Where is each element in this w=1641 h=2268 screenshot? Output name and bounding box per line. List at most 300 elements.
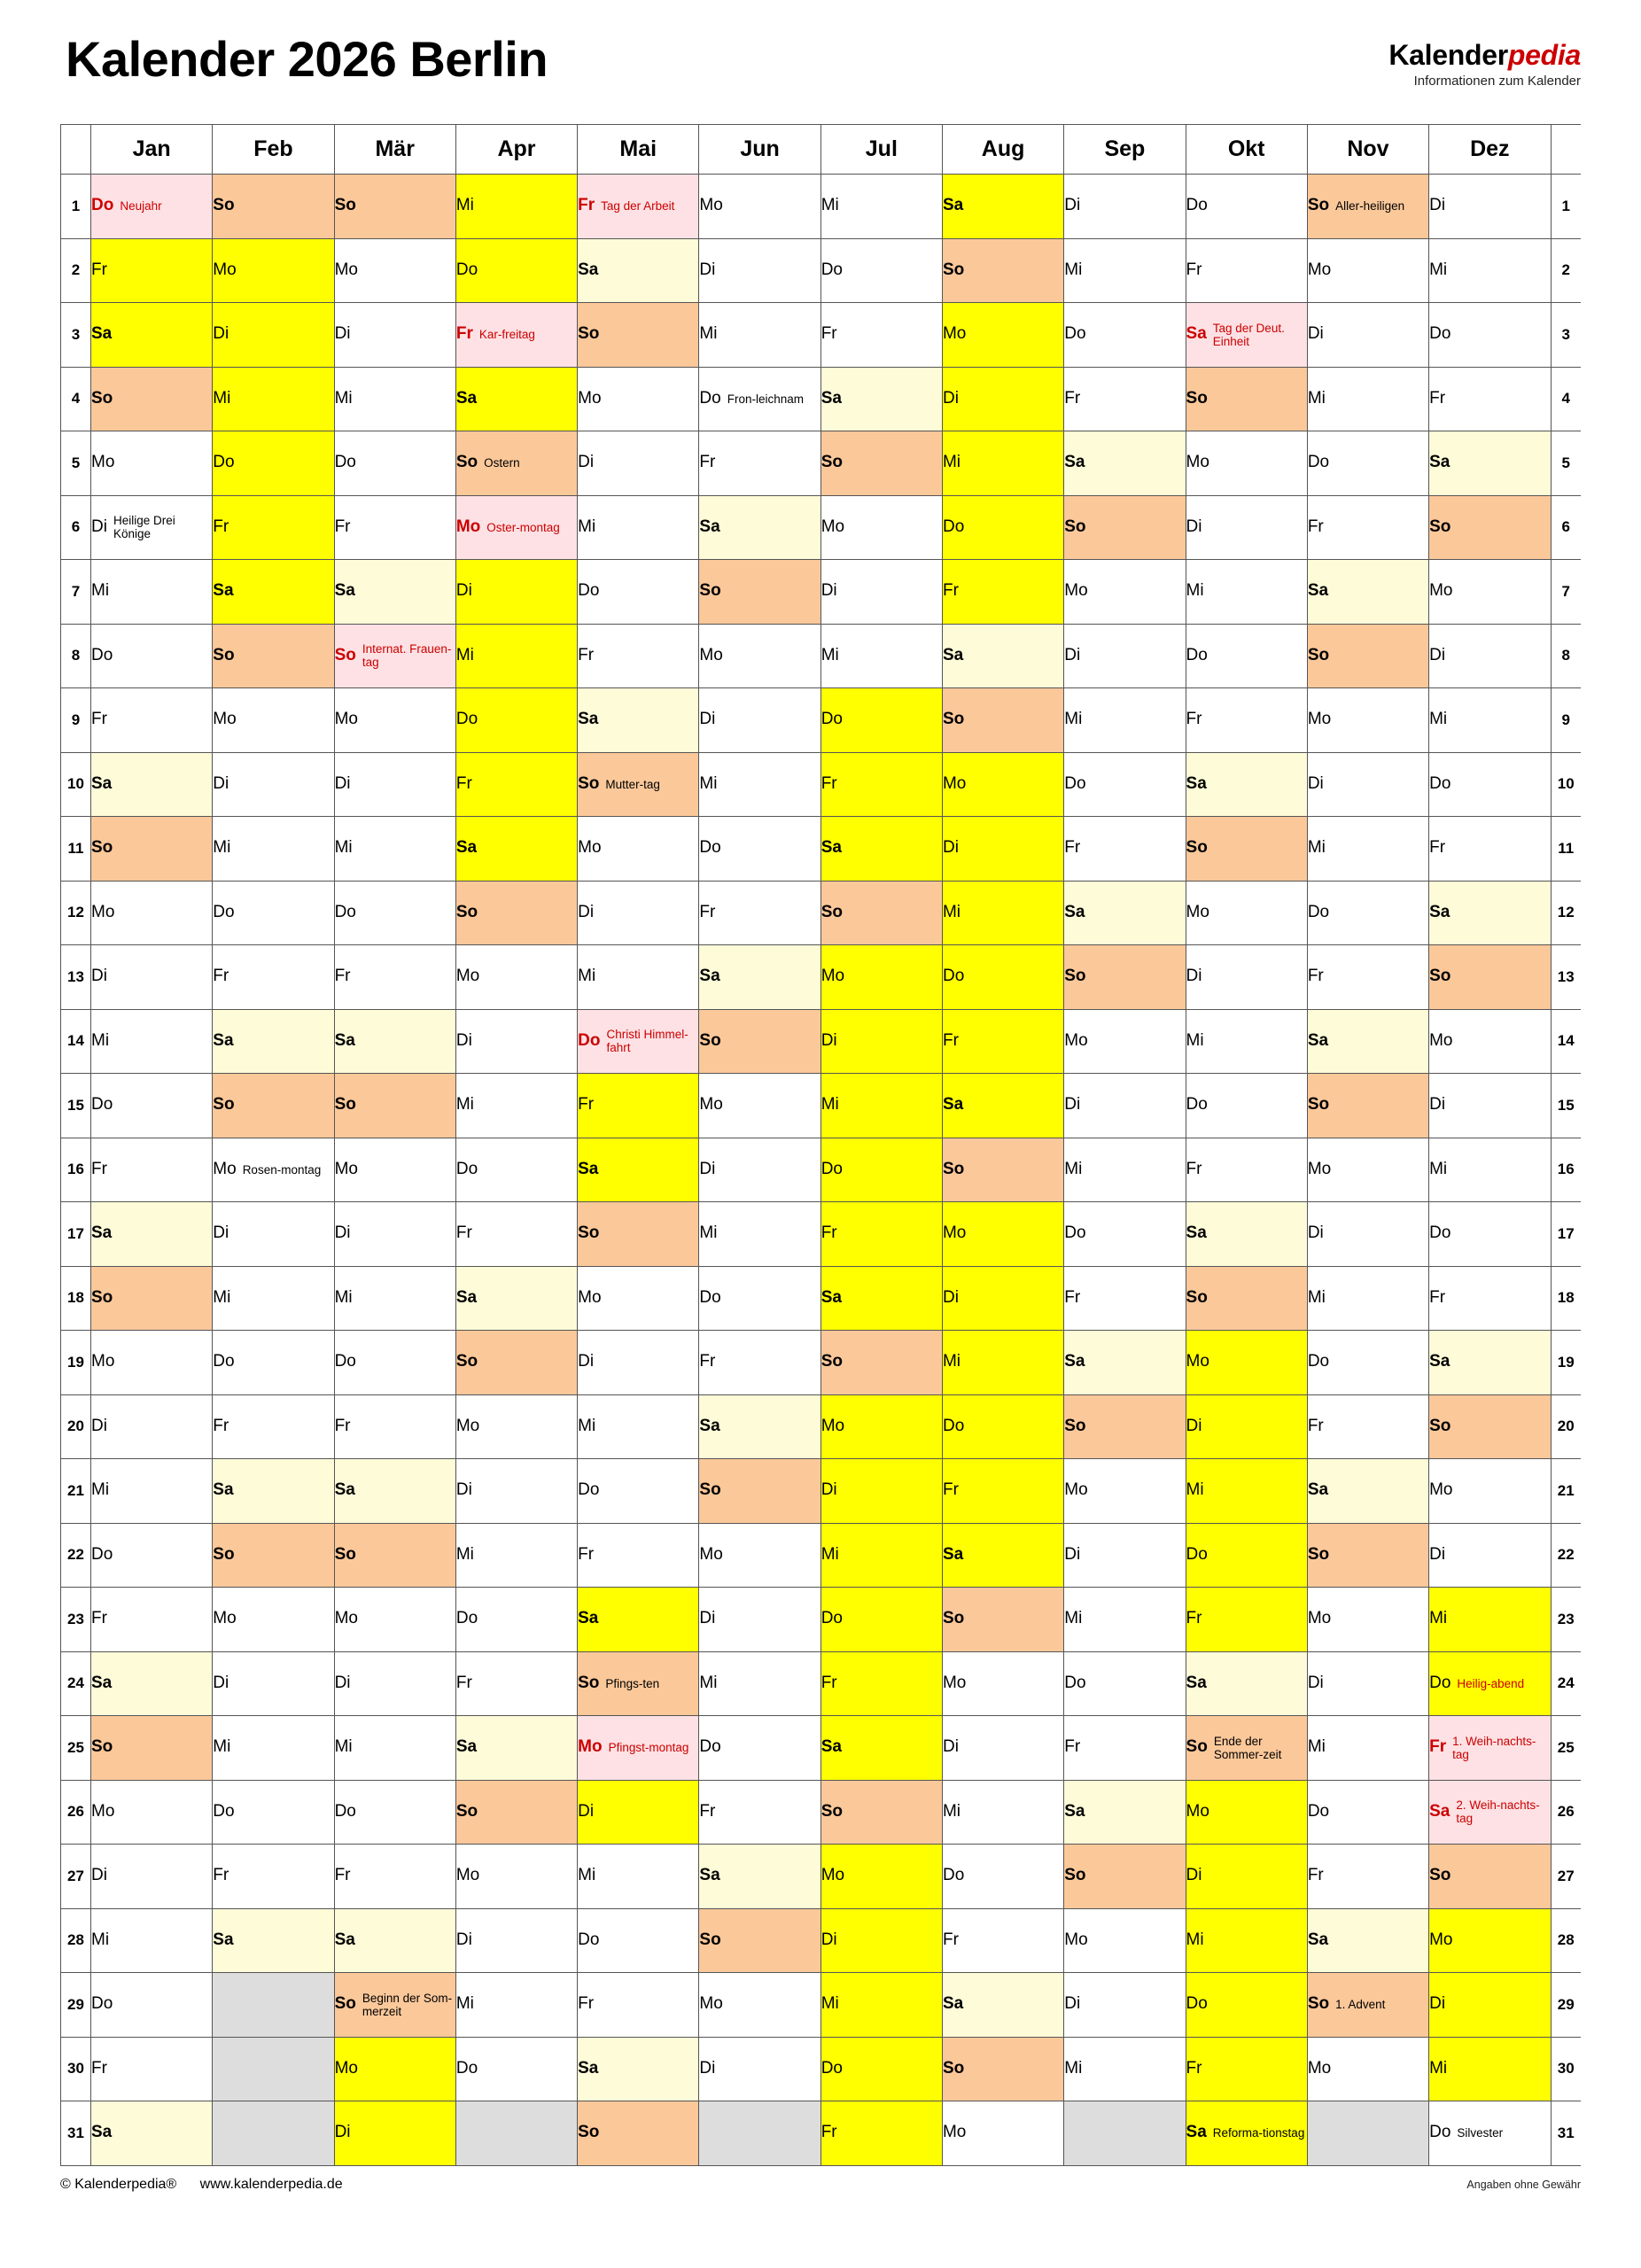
weekday-label: So [213, 196, 235, 215]
weekday-label: Fr [1064, 1737, 1081, 1757]
holiday-note: Silvester [1457, 2126, 1504, 2140]
weekday-label: Mi [578, 517, 596, 536]
day-cell-dez-12 [1429, 881, 1551, 945]
day-cell-dez-7 [1429, 560, 1551, 625]
weekday-label: Di [1307, 773, 1324, 793]
weekday-label: Sa [91, 1223, 113, 1243]
day-cell-jan-18 [91, 1266, 213, 1331]
weekday-label: Sa [334, 1030, 355, 1050]
day-cell-feb-12 [213, 881, 334, 945]
holiday-note: 1. Weih-nachts-tag [1452, 1734, 1536, 1761]
day-cell-sep-23 [1064, 1588, 1186, 1652]
weekday-label: Di [334, 773, 351, 793]
weekday-label: Do [1064, 1673, 1086, 1692]
weekday-label: Mi [1186, 1480, 1204, 1500]
weekday-label: Di [213, 1673, 229, 1692]
weekday-label: Mi [1064, 260, 1083, 279]
day-cell-mar-26 [334, 1780, 455, 1845]
day-cell-okt-9 [1186, 688, 1307, 753]
weekday-label: Sa [334, 1480, 355, 1500]
month-header-mar: Mär [334, 125, 455, 175]
day-cell-aug-17 [942, 1202, 1063, 1267]
day-cell-jul-8 [820, 624, 942, 688]
weekday-label: Mi [1064, 2058, 1083, 2078]
weekday-label: Mo [334, 260, 358, 279]
weekday-label: Fr [820, 2123, 837, 2142]
weekday-label: Fr [334, 1866, 351, 1885]
day-cell-dez-6 [1429, 495, 1551, 560]
day-cell-jul-3 [820, 303, 942, 368]
website-url[interactable]: www.kalenderpedia.de [199, 2176, 343, 2192]
weekday-label: Mi [699, 1223, 718, 1243]
weekday-label: Di [1307, 1223, 1324, 1243]
day-cell-mar-3 [334, 303, 455, 368]
calendar-row [61, 1138, 1582, 1202]
day-cell-apr-1 [455, 175, 577, 239]
day-cell-sep-13 [1064, 945, 1186, 1010]
weekday-label: Di [91, 1866, 107, 1885]
day-cell-jul-15 [820, 1074, 942, 1138]
day-cell-mai-31 [578, 2101, 699, 2166]
day-number-right: 1 [1551, 175, 1581, 239]
day-cell-mai-1 [578, 175, 699, 239]
day-cell-nov-16 [1307, 1138, 1428, 1202]
weekday-label: Sa [942, 1994, 964, 2014]
day-cell-sep-27 [1064, 1845, 1186, 1909]
day-cell-jan-3 [91, 303, 213, 368]
calendar-row [61, 1780, 1582, 1845]
day-cell-jun-1 [699, 175, 820, 239]
weekday-label: Sa [820, 1287, 842, 1307]
weekday-label: Mi [699, 324, 718, 344]
day-cell-jul-1 [820, 175, 942, 239]
day-cell-apr-12 [455, 881, 577, 945]
day-number-right: 6 [1551, 495, 1581, 560]
weekday-label: So [334, 1994, 356, 2014]
weekday-label: Di [942, 838, 959, 858]
day-cell-jan-14 [91, 1009, 213, 1074]
weekday-label: Di [1307, 324, 1324, 344]
weekday-label: Sa [91, 324, 113, 344]
day-number-left: 17 [61, 1202, 91, 1267]
weekday-label: Di [699, 2058, 716, 2078]
day-cell-feb-24 [213, 1651, 334, 1716]
day-cell-apr-23 [455, 1588, 577, 1652]
day-cell-apr-16 [455, 1138, 577, 1202]
day-cell-mai-24 [578, 1651, 699, 1716]
day-cell-jul-23 [820, 1588, 942, 1652]
day-cell-aug-21 [942, 1459, 1063, 1524]
weekday-label: Fr [455, 773, 472, 793]
day-number-right: 16 [1551, 1138, 1581, 1202]
day-cell-jan-27 [91, 1845, 213, 1909]
day-cell-jun-28 [699, 1908, 820, 1973]
day-cell-mai-7 [578, 560, 699, 625]
day-number-right: 11 [1551, 817, 1581, 882]
weekday-label: So [213, 1544, 235, 1564]
day-cell-sep-24 [1064, 1651, 1186, 1716]
day-number-right: 23 [1551, 1588, 1581, 1652]
weekday-label: So [578, 324, 600, 344]
day-cell-jul-25 [820, 1716, 942, 1781]
day-cell-jan-23 [91, 1588, 213, 1652]
page-title: Kalender 2026 Berlin [66, 31, 548, 87]
weekday-label: Di [820, 1030, 837, 1050]
month-header-jun: Jun [699, 125, 820, 175]
day-cell-mar-8 [334, 624, 455, 688]
weekday-label: Do [1064, 324, 1086, 344]
day-cell-apr-21 [455, 1459, 577, 1524]
weekday-label: Di [820, 1480, 837, 1500]
weekday-label: Do [578, 1930, 600, 1949]
day-cell-jun-6 [699, 495, 820, 560]
weekday-label: Do [334, 1801, 356, 1821]
weekday-label: Do [213, 453, 235, 472]
day-cell-jul-12 [820, 881, 942, 945]
day-cell-nov-30 [1307, 2037, 1428, 2101]
day-cell-apr-5 [455, 431, 577, 496]
corner-cell-right [1551, 125, 1581, 175]
day-cell-jul-7 [820, 560, 942, 625]
weekday-label: So [820, 453, 843, 472]
day-cell-mar-23 [334, 1588, 455, 1652]
weekday-label: Di [334, 1673, 351, 1692]
month-header-row [61, 125, 1582, 175]
weekday-label: Sa [578, 260, 599, 279]
day-cell-mar-18 [334, 1266, 455, 1331]
weekday-label: Fr [578, 1095, 595, 1115]
day-number-right: 14 [1551, 1009, 1581, 1074]
brand-name-part1: Kalender [1388, 39, 1508, 71]
weekday-label: Do [213, 1352, 235, 1371]
weekday-label: Sa [213, 1030, 234, 1050]
day-cell-jan-26 [91, 1780, 213, 1845]
day-cell-feb-4 [213, 367, 334, 431]
day-cell-okt-1 [1186, 175, 1307, 239]
weekday-label: Fr [1064, 1287, 1081, 1307]
weekday-label: Mo [942, 1223, 967, 1243]
weekday-label: Mo [213, 710, 237, 729]
weekday-label: Di [578, 1801, 595, 1821]
weekday-label: Do [1429, 2123, 1451, 2142]
day-cell-dez-30 [1429, 2037, 1551, 2101]
day-number-right: 20 [1551, 1394, 1581, 1459]
weekday-label: Sa [1429, 1352, 1450, 1371]
day-cell-mai-20 [578, 1394, 699, 1459]
weekday-label: Sa [699, 1866, 720, 1885]
day-cell-aug-25 [942, 1716, 1063, 1781]
day-cell-sep-12 [1064, 881, 1186, 945]
day-cell-jul-27 [820, 1845, 942, 1909]
weekday-label: Mi [213, 1737, 231, 1757]
weekday-label: Sa [699, 1416, 720, 1435]
day-cell-apr-9 [455, 688, 577, 753]
weekday-label: Mo [1307, 710, 1332, 729]
day-cell-apr-7 [455, 560, 577, 625]
weekday-label: So [91, 1737, 113, 1757]
calendar-row [61, 1845, 1582, 1909]
weekday-label: Fr [1307, 967, 1324, 986]
weekday-label: Fr [1064, 838, 1081, 858]
day-cell-jun-21 [699, 1459, 820, 1524]
day-cell-dez-26 [1429, 1780, 1551, 1845]
weekday-label: Mo [820, 1866, 845, 1885]
day-cell-aug-28 [942, 1908, 1063, 1973]
day-cell-jun-25 [699, 1716, 820, 1781]
weekday-label: Mo [91, 902, 115, 921]
day-cell-apr-31 [455, 2101, 577, 2166]
day-cell-jun-4 [699, 367, 820, 431]
weekday-label: Mi [578, 1416, 596, 1435]
day-cell-feb-23 [213, 1588, 334, 1652]
weekday-label: Sa [820, 838, 842, 858]
brand-name-part2: pedia [1507, 39, 1581, 71]
weekday-label: Do [1186, 1544, 1208, 1564]
weekday-label: Do [820, 710, 843, 729]
day-cell-jun-13 [699, 945, 820, 1010]
day-cell-jul-29 [820, 1973, 942, 2038]
holiday-note: Heilig-abend [1457, 1676, 1525, 1690]
day-cell-jun-30 [699, 2037, 820, 2101]
weekday-label: Mo [1186, 1352, 1209, 1371]
weekday-label: Mi [1186, 581, 1204, 601]
day-number-right: 25 [1551, 1716, 1581, 1781]
weekday-label: Mi [91, 1930, 110, 1949]
weekday-label: Fr [820, 773, 837, 793]
calendar-row [61, 624, 1582, 688]
day-number-right: 3 [1551, 303, 1581, 368]
day-cell-dez-17 [1429, 1202, 1551, 1267]
holiday-note: Kar-freitag [478, 328, 535, 342]
weekday-label: Mo [91, 1801, 115, 1821]
day-cell-feb-30 [213, 2037, 334, 2101]
weekday-label: So [578, 2123, 600, 2142]
day-cell-aug-7 [942, 560, 1063, 625]
day-cell-jul-24 [820, 1651, 942, 1716]
weekday-label: Do [213, 902, 235, 921]
weekday-label: So [455, 1801, 478, 1821]
weekday-label: Di [1064, 196, 1081, 215]
calendar-row [61, 1588, 1582, 1652]
weekday-label: Mo [942, 2123, 967, 2142]
weekday-label: Di [942, 1287, 959, 1307]
holiday-note: Ostern [484, 456, 520, 470]
weekday-label: Do [820, 2058, 843, 2078]
day-cell-jan-19 [91, 1331, 213, 1395]
day-cell-mar-24 [334, 1651, 455, 1716]
day-cell-aug-12 [942, 881, 1063, 945]
day-cell-mar-15 [334, 1074, 455, 1138]
corner-cell-left [61, 125, 91, 175]
weekday-label: Do [942, 517, 965, 536]
holiday-note: Heilige Drei Könige [113, 514, 175, 541]
weekday-label: Do [1429, 1223, 1451, 1243]
weekday-label: Mo [1429, 1030, 1453, 1050]
day-number-right: 10 [1551, 752, 1581, 817]
day-cell-okt-27 [1186, 1845, 1307, 1909]
weekday-label: Do [1186, 1095, 1208, 1115]
weekday-label: Mi [1307, 1737, 1326, 1757]
day-cell-nov-28 [1307, 1908, 1428, 1973]
day-cell-jan-13 [91, 945, 213, 1010]
day-cell-nov-26 [1307, 1780, 1428, 1845]
holiday-note: 2. Weih-nachts-tag [1456, 1798, 1540, 1826]
weekday-label: Do [820, 260, 843, 279]
day-cell-mai-13 [578, 945, 699, 1010]
weekday-label: Mi [942, 1352, 961, 1371]
weekday-label: Mi [1429, 1159, 1448, 1178]
day-cell-mai-8 [578, 624, 699, 688]
weekday-label: Di [1186, 1866, 1202, 1885]
weekday-label: Do [455, 710, 478, 729]
weekday-label: Mi [1429, 1609, 1448, 1628]
weekday-label: Mo [1064, 581, 1088, 601]
day-cell-dez-14 [1429, 1009, 1551, 1074]
day-cell-dez-5 [1429, 431, 1551, 496]
day-cell-jun-16 [699, 1138, 820, 1202]
weekday-label: Do [699, 388, 721, 408]
weekday-label: Do [91, 196, 114, 215]
day-cell-dez-19 [1429, 1331, 1551, 1395]
month-header-okt: Okt [1186, 125, 1307, 175]
day-number-left: 25 [61, 1716, 91, 1781]
weekday-label: So [1307, 196, 1330, 215]
weekday-label: Mo [578, 1737, 603, 1757]
day-cell-jul-19 [820, 1331, 942, 1395]
day-cell-sep-10 [1064, 752, 1186, 817]
day-cell-jul-11 [820, 817, 942, 882]
weekday-label: Sa [1429, 1801, 1450, 1821]
day-cell-nov-13 [1307, 945, 1428, 1010]
day-cell-jul-4 [820, 367, 942, 431]
holiday-note: Oster-montag [486, 520, 560, 534]
holiday-note: Tag der Deut. Einheit [1212, 321, 1285, 348]
weekday-label: So [1429, 1416, 1451, 1435]
holiday-note: Christi Himmel-fahrt [606, 1028, 688, 1055]
weekday-label: Fr [578, 1544, 595, 1564]
weekday-label: Di [1429, 1994, 1446, 2014]
day-cell-aug-23 [942, 1588, 1063, 1652]
day-cell-feb-31 [213, 2101, 334, 2166]
weekday-label: So [578, 1223, 600, 1243]
day-cell-mar-22 [334, 1523, 455, 1588]
day-cell-jun-5 [699, 431, 820, 496]
day-cell-dez-25 [1429, 1716, 1551, 1781]
day-cell-aug-18 [942, 1266, 1063, 1331]
weekday-label: Mi [1186, 1030, 1204, 1050]
weekday-label: Sa [1186, 1673, 1207, 1692]
weekday-label: Mi [1064, 710, 1083, 729]
weekday-label: Di [699, 260, 716, 279]
footer-left [60, 2177, 343, 2193]
day-cell-aug-29 [942, 1973, 1063, 2038]
day-cell-aug-31 [942, 2101, 1063, 2166]
weekday-label: Fr [1429, 838, 1446, 858]
weekday-label: Sa [455, 838, 478, 858]
month-header-sep: Sep [1064, 125, 1186, 175]
weekday-label: Sa [942, 196, 964, 215]
day-cell-jan-8 [91, 624, 213, 688]
day-cell-apr-15 [455, 1074, 577, 1138]
weekday-label: So [1064, 1866, 1086, 1885]
day-number-right: 13 [1551, 945, 1581, 1010]
weekday-label: So [820, 1352, 843, 1371]
weekday-label: Do [1307, 902, 1330, 921]
day-cell-dez-10 [1429, 752, 1551, 817]
weekday-label: Mi [578, 1866, 596, 1885]
day-cell-aug-5 [942, 431, 1063, 496]
day-cell-nov-24 [1307, 1651, 1428, 1716]
day-cell-nov-20 [1307, 1394, 1428, 1459]
weekday-label: Di [213, 324, 229, 344]
day-cell-mai-16 [578, 1138, 699, 1202]
weekday-label: Sa [942, 1544, 964, 1564]
weekday-label: Di [455, 1030, 472, 1050]
day-cell-feb-18 [213, 1266, 334, 1331]
holiday-note: Internat. Frauen-tag [362, 642, 452, 670]
weekday-label: Mi [91, 581, 110, 601]
weekday-label: Do [91, 1544, 113, 1564]
day-cell-sep-14 [1064, 1009, 1186, 1074]
weekday-label: Sa [1186, 324, 1207, 344]
weekday-label: Mi [1307, 838, 1326, 858]
weekday-label: Do [1307, 1801, 1330, 1821]
day-cell-jan-28 [91, 1908, 213, 1973]
day-cell-jul-17 [820, 1202, 942, 1267]
weekday-label: Di [1429, 1095, 1446, 1115]
holiday-note: Fron-leichnam [727, 392, 804, 406]
day-cell-sep-17 [1064, 1202, 1186, 1267]
day-cell-jan-12 [91, 881, 213, 945]
day-cell-apr-22 [455, 1523, 577, 1588]
weekday-label: Mo [1064, 1030, 1088, 1050]
weekday-label: Do [578, 1030, 601, 1050]
day-cell-jun-9 [699, 688, 820, 753]
day-cell-sep-15 [1064, 1074, 1186, 1138]
day-cell-jan-25 [91, 1716, 213, 1781]
day-cell-mai-26 [578, 1780, 699, 1845]
month-header-nov: Nov [1307, 125, 1428, 175]
day-cell-okt-3 [1186, 303, 1307, 368]
day-cell-apr-10 [455, 752, 577, 817]
day-cell-mar-10 [334, 752, 455, 817]
day-cell-mar-28 [334, 1908, 455, 1973]
weekday-label: Di [1064, 1544, 1081, 1564]
day-cell-sep-8 [1064, 624, 1186, 688]
day-cell-jul-20 [820, 1394, 942, 1459]
weekday-label: Fr [942, 1030, 959, 1050]
weekday-label: Mo [213, 1609, 237, 1628]
weekday-label: Fr [455, 324, 473, 344]
day-cell-dez-1 [1429, 175, 1551, 239]
day-cell-dez-29 [1429, 1973, 1551, 2038]
day-cell-feb-10 [213, 752, 334, 817]
weekday-label: Fr [1429, 1287, 1446, 1307]
weekday-label: Do [91, 1994, 113, 2014]
day-cell-feb-28 [213, 1908, 334, 1973]
day-cell-aug-10 [942, 752, 1063, 817]
weekday-label: Fr [91, 710, 107, 729]
weekday-label: Sa [455, 1287, 478, 1307]
day-cell-dez-22 [1429, 1523, 1551, 1588]
day-cell-jan-4 [91, 367, 213, 431]
day-cell-jan-22 [91, 1523, 213, 1588]
day-cell-feb-13 [213, 945, 334, 1010]
day-cell-feb-15 [213, 1074, 334, 1138]
day-cell-apr-8 [455, 624, 577, 688]
day-cell-feb-20 [213, 1394, 334, 1459]
weekday-label: Do [1429, 773, 1451, 793]
